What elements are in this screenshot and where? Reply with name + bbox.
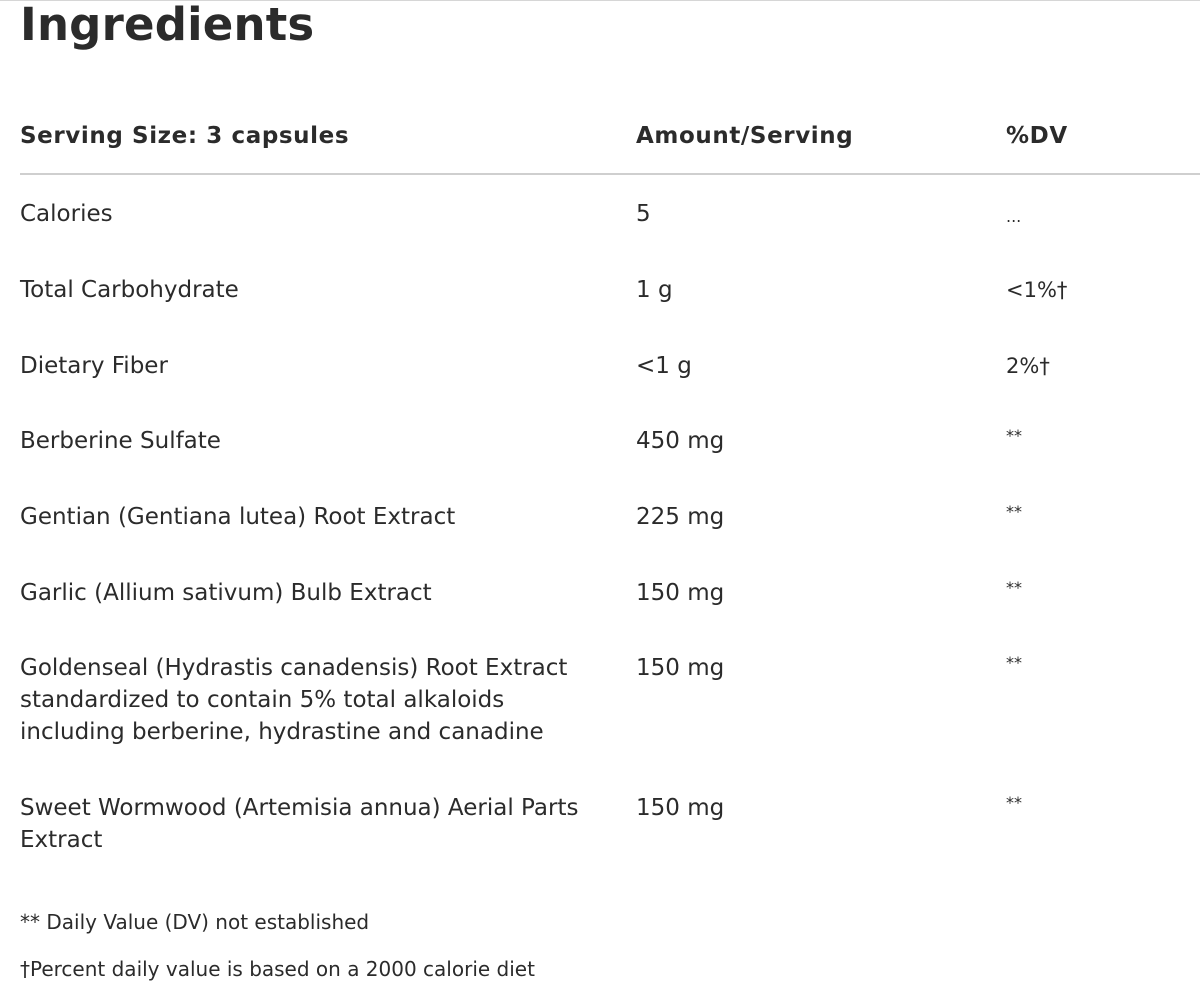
ingredient-amount: 450 mg bbox=[636, 428, 725, 454]
footnote-dv-not-established: ** Daily Value (DV) not established bbox=[20, 910, 370, 934]
footnote-percent-basis: †Percent daily value is based on a 2000 calorie diet bbox=[20, 957, 535, 981]
column-header-dv: %DV bbox=[1006, 123, 1068, 149]
ingredient-name: Garlic (Allium sativum) Bulb Extract bbox=[20, 580, 432, 606]
ingredient-dv: ** bbox=[1006, 502, 1022, 521]
ingredient-amount: 225 mg bbox=[636, 504, 725, 530]
ingredient-amount: 1 g bbox=[636, 277, 673, 303]
column-header-serving-size: Serving Size: 3 capsules bbox=[20, 123, 350, 149]
header-divider bbox=[20, 173, 1200, 175]
ingredient-dv: <1%† bbox=[1006, 278, 1068, 302]
page-title: Ingredients bbox=[20, 0, 315, 51]
ingredient-name: Berberine Sulfate bbox=[20, 428, 221, 454]
ingredient-name: Goldenseal (Hydrastis canadensis) Root Extract standardized to contain 5% total alkaloids including berberine, hydrastine and canadine bbox=[20, 655, 568, 745]
ingredient-dv: ... bbox=[1006, 207, 1022, 226]
ingredient-dv: ** bbox=[1006, 426, 1022, 445]
ingredient-dv: 2%† bbox=[1006, 354, 1050, 378]
ingredient-amount: 5 bbox=[636, 201, 651, 227]
ingredient-name: Gentian (Gentiana lutea) Root Extract bbox=[20, 504, 456, 530]
ingredient-amount: 150 mg bbox=[636, 655, 725, 681]
ingredient-amount: 150 mg bbox=[636, 795, 725, 821]
ingredient-dv: ** bbox=[1006, 793, 1022, 812]
column-header-amount: Amount/Serving bbox=[636, 123, 854, 149]
ingredient-dv: ** bbox=[1006, 578, 1022, 597]
ingredient-amount: 150 mg bbox=[636, 580, 725, 606]
ingredient-name: Total Carbohydrate bbox=[20, 277, 239, 303]
ingredient-name: Dietary Fiber bbox=[20, 353, 168, 379]
ingredient-name: Sweet Wormwood (Artemisia annua) Aerial Parts Extract bbox=[20, 795, 579, 853]
ingredient-name: Calories bbox=[20, 201, 113, 227]
ingredient-amount: <1 g bbox=[636, 353, 692, 379]
ingredient-dv: ** bbox=[1006, 653, 1022, 672]
